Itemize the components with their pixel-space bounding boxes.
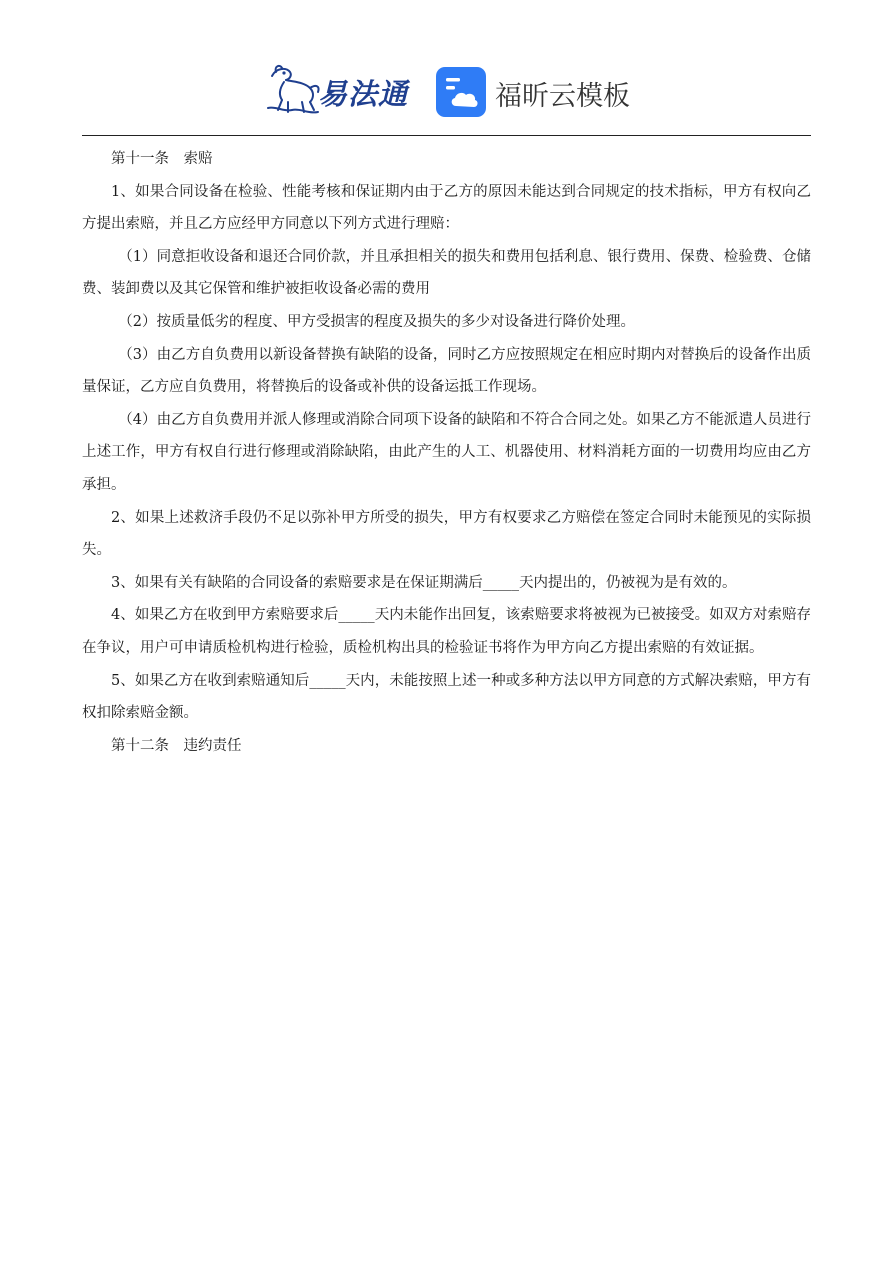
section-heading-12: 第十二条 违约责任 — [111, 737, 242, 754]
clause-1-item-3: （3）由乙方自负费用以新设备替换有缺陷的设备，同时乙方应按照规定在相应时期内对替换后的设备作出质量保证，乙方应自负费用，将替换后的设备或补供的设备运抵工作现场。 — [82, 346, 811, 396]
clause-1-item-2: （2）按质量低劣的程度、甲方受损害的程度及损失的多少对设备进行降价处理。 — [118, 313, 635, 330]
clause-4: 4、如果乙方在收到甲方索赔要求后_____天内未能作出回复，该索赔要求将被视为已被接受。如双方对索赔存在争议，用户可申请质检机构进行检验，质检机构出具的检验证书将作为甲方向乙方提出索赔的有效证据。 — [82, 607, 811, 656]
qilin-mascot-icon — [262, 62, 322, 118]
document-body — [82, 143, 811, 762]
fuxin-cloud-template-logo — [435, 64, 635, 118]
yifatong-brand-text: 易法通 — [318, 77, 409, 111]
document-header — [0, 58, 893, 124]
clause-1-item-4: （4）由乙方自负费用并派人修理或消除合同项下设备的缺陷和不符合合同之处。如果乙方不能派遣人员进行上述工作，甲方有权自行进行修理或消除缺陷，由此产生的人工、机器使用、材料消耗方面的一切费用均应由乙方承担。 — [82, 411, 811, 493]
clause-2: 2、如果上述救济手段仍不足以弥补甲方所受的损失，甲方有权要求乙方赔偿在签定合同时未能预见的实际损失。 — [82, 509, 811, 559]
fuxin-brand-text: 福昕云模板 — [495, 81, 630, 112]
clause-5: 5、如果乙方在收到索赔通知后_____天内，未能按照上述一种或多种方法以甲方同意的方式解决索赔，甲方有权扣除索赔金额。 — [82, 672, 811, 722]
cloud-document-icon — [435, 66, 487, 118]
yifatong-logo — [262, 62, 417, 118]
section-heading-11: 第十一条 索赔 — [111, 151, 213, 167]
header-divider — [82, 135, 811, 136]
clause-3: 3、如果有关有缺陷的合同设备的索赔要求是在保证期满后_____天内提出的，仍被视为是有效的。 — [111, 574, 737, 591]
clause-1: 1、如果合同设备在检验、性能考核和保证期内由于乙方的原因未能达到合同规定的技术指标，甲方有权向乙方提出索赔，并且乙方应经甲方同意以下列方式进行理赔： — [82, 183, 811, 233]
clause-1-item-1: （1）同意拒收设备和退还合同价款，并且承担相关的损失和费用包括利息、银行费用、保费、检验费、仓储费、装卸费以及其它保管和维护被拒收设备必需的费用 — [82, 248, 811, 298]
